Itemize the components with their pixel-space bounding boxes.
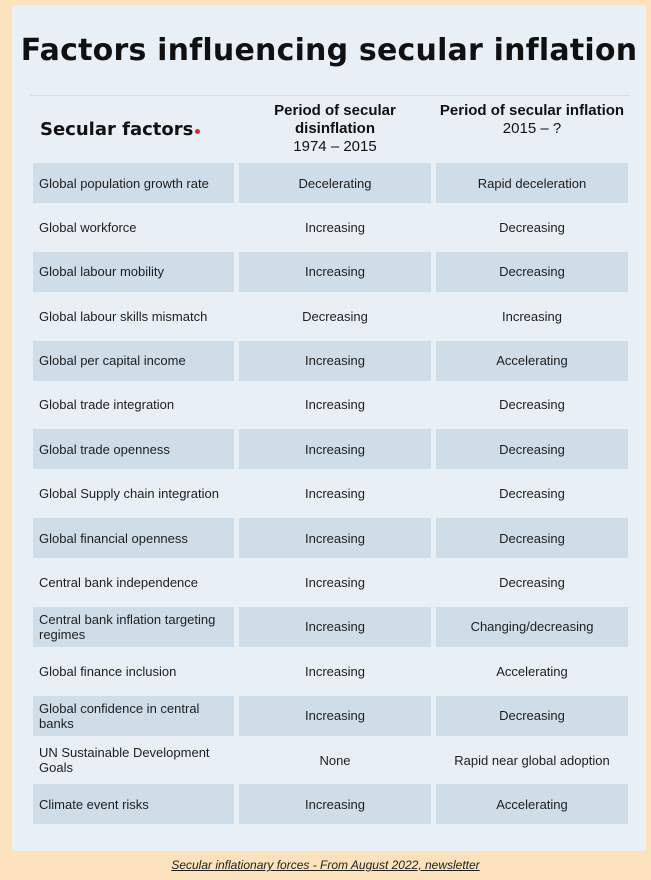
table-row [33,696,630,736]
disinflation-cell: Increasing [239,252,431,292]
inflation-cell: Decreasing [499,219,565,235]
factor-cell: Global financial openness [33,518,234,558]
infographic-panel [12,5,646,851]
factor-cell: Climate event risks [33,784,234,824]
red-dot-icon [195,129,200,134]
table-row [33,207,630,247]
table-row [33,607,630,647]
table-row [33,163,630,203]
factor-cell: Global workforce [39,219,137,235]
factor-cell: Global finance inclusion [39,663,177,679]
page-title: Factors influencing secular inflation [20,33,638,68]
table-row [33,651,630,691]
table-row [33,740,630,780]
inflation-cell: Decreasing [499,575,565,591]
factor-cell: UN Sustainable Development Goals [39,745,210,776]
disinflation-cell: Increasing [305,663,365,679]
factor-cell: Global per capital income [33,341,234,381]
inflation-cell: Decreasing [436,696,628,736]
inflation-cell: Changing/decreasing [436,607,628,647]
inflation-cell: Accelerating [436,341,628,381]
inflation-cell: Decreasing [436,518,628,558]
inflation-cell: Rapid near global adoption [454,752,610,768]
factor-cell: Global labour mobility [33,252,234,292]
disinflation-cell: Increasing [239,518,431,558]
factor-cell: Global trade openness [33,429,234,469]
factor-cell: Global trade integration [39,397,175,413]
disinflation-cell: None [319,752,351,768]
disinflation-cell: Increasing [239,696,431,736]
inflation-cell: Accelerating [436,784,628,824]
inflation-cell: Decreasing [499,397,565,413]
disinflation-cell: Increasing [305,219,365,235]
table-row [33,518,630,558]
figure-caption[interactable]: Secular inflationary forces - From August 2022, newsletter [171,858,480,872]
disinflation-cell: Decreasing [302,308,368,324]
disinflation-cell: Increasing [239,784,431,824]
disinflation-cell: Decelerating [239,163,431,203]
disinflation-cell: Increasing [239,607,431,647]
table-row [33,385,630,425]
table-row [33,429,630,469]
inflation-cell: Decreasing [436,429,628,469]
factor-cell: Central bank independence [39,575,199,591]
table-row [33,341,630,381]
inflation-cell: Decreasing [436,252,628,292]
factor-cell: Global confidence in central banks [33,696,234,736]
disinflation-cell: Increasing [239,429,431,469]
disinflation-cell: Increasing [305,486,365,502]
header-inflation-title: Period of secular inflation [439,102,625,119]
header-disinflation-years: 1974 – 2015 [293,138,377,155]
inflation-cell: Accelerating [496,663,568,679]
header-disinflation-title: Period of secular disinflation [274,102,396,137]
table-row [33,474,630,514]
inflation-cell: Rapid deceleration [436,163,628,203]
disinflation-cell: Increasing [305,575,365,591]
table-row [33,563,630,603]
inflation-cell: Increasing [502,308,562,324]
table-row [33,252,630,292]
header-secular-factors [40,119,200,140]
disinflation-cell: Increasing [305,397,365,413]
header-inflation-years: 2015 – ? [502,120,562,137]
table-row [33,296,630,336]
header-disinflation-period [239,102,431,156]
header-inflation-period [436,102,628,138]
title-divider [30,95,630,96]
factor-cell: Global Supply chain integration [39,486,219,502]
disinflation-cell: Increasing [239,341,431,381]
factors-table [33,163,630,829]
factor-cell: Global labour skills mismatch [39,308,208,324]
factor-cell: Global population growth rate [33,163,234,203]
inflation-cell: Decreasing [499,486,565,502]
factor-cell: Central bank inflation targeting regimes [33,607,234,647]
header-factor-label: Secular factors [40,119,194,140]
table-row [33,784,630,824]
